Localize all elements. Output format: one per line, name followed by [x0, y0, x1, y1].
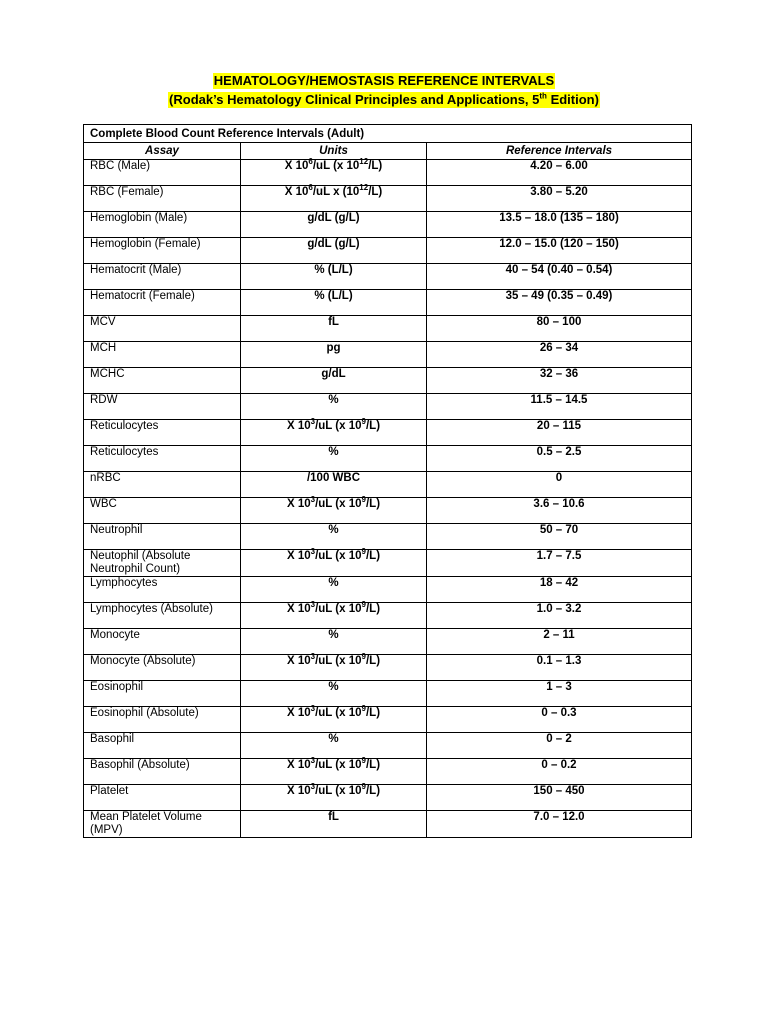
header-units: Units [241, 143, 427, 160]
units-cell [241, 183, 427, 212]
units-exponent: 3 [310, 417, 316, 427]
units-text: X 10 [286, 655, 311, 667]
title-line-2-text: (Rodak’s Hematology Clinical Principles and Applications, 5 [169, 92, 540, 107]
reference-interval-cell: 1.7 – 7.5 [427, 550, 692, 577]
table-row [84, 186, 692, 212]
assay-cell: MCHC [84, 368, 241, 394]
assay-cell: Reticulocytes [84, 446, 241, 472]
assay-cell: MCH [84, 342, 241, 368]
table-row [84, 733, 692, 759]
table-row [84, 160, 692, 186]
table-row [84, 368, 692, 394]
assay-cell: Neutophil (Absolute Neutrophil Count) [84, 550, 241, 577]
table-row [84, 394, 692, 420]
units-text: /uL (x 10 [315, 420, 362, 432]
reference-interval-cell: 13.5 – 18.0 (135 – 180) [427, 212, 692, 238]
units-text: g/dL [321, 368, 346, 380]
units-cell [241, 704, 427, 733]
assay-cell: Reticulocytes [84, 420, 241, 446]
units-cell [241, 394, 427, 420]
units-text: X 10 [286, 707, 311, 719]
units-exponent: 9 [361, 417, 366, 427]
reference-interval-cell: 26 – 34 [427, 342, 692, 368]
document-title [0, 72, 768, 110]
units-text: /uL x (10 [312, 186, 360, 198]
assay-cell: Lymphocytes (Absolute) [84, 603, 241, 629]
reference-interval-cell: 150 – 450 [427, 785, 692, 811]
table-row [84, 290, 692, 316]
table-row [84, 655, 692, 681]
units-text: /L) [368, 160, 383, 172]
units-cell [241, 524, 427, 550]
assay-cell: Lymphocytes [84, 577, 241, 603]
units-cell [241, 264, 427, 290]
reference-interval-cell: 32 – 36 [427, 368, 692, 394]
reference-interval-cell: 2 – 11 [427, 629, 692, 655]
units-text: /uL (x 10 [315, 498, 362, 510]
units-exponent: 3 [310, 600, 316, 610]
units-exponent: 12 [359, 183, 369, 193]
units-exponent: 9 [361, 495, 366, 505]
reference-interval-cell: 20 – 115 [427, 420, 692, 446]
units-cell [241, 368, 427, 394]
assay-cell: RBC (Male) [84, 160, 241, 186]
units-text: % [328, 629, 339, 641]
reference-interval-cell: 18 – 42 [427, 577, 692, 603]
reference-interval-cell: 80 – 100 [427, 316, 692, 342]
assay-cell: Eosinophil [84, 681, 241, 707]
title-line-1: HEMATOLOGY/HEMOSTASIS REFERENCE INTERVALS [213, 73, 555, 88]
title-line-2 [168, 92, 600, 108]
units-text: pg [326, 342, 341, 354]
units-cell [241, 629, 427, 655]
assay-cell: RDW [84, 394, 241, 420]
units-exponent: 3 [310, 652, 316, 662]
units-text: /L) [365, 785, 381, 797]
table-caption: Complete Blood Count Reference Intervals (Adult) [84, 125, 692, 143]
units-cell [241, 600, 427, 629]
assay-cell: Basophil (Absolute) [84, 759, 241, 785]
table-row [84, 472, 692, 498]
units-cell [241, 238, 427, 264]
table-row [84, 316, 692, 342]
units-text: /uL (x 10 [315, 655, 362, 667]
assay-cell: Hematocrit (Female) [84, 290, 241, 316]
assay-cell: Mean Platelet Volume (MPV) [84, 811, 241, 838]
table-row [84, 498, 692, 524]
units-exponent: 3 [310, 782, 316, 792]
units-cell [241, 547, 427, 577]
units-text: /uL (x 10 [312, 160, 360, 172]
units-text: /uL (x 10 [315, 707, 362, 719]
units-exponent: 3 [310, 495, 316, 505]
table-row [84, 212, 692, 238]
units-exponent: 9 [361, 652, 366, 662]
units-text: % [328, 446, 339, 458]
units-text: % (L/L) [314, 290, 353, 302]
units-cell [241, 157, 427, 186]
units-text: /L) [368, 186, 383, 198]
table-row [84, 759, 692, 785]
reference-interval-cell: 3.80 – 5.20 [427, 186, 692, 212]
units-text: /L) [365, 550, 381, 562]
units-exponent: 3 [310, 547, 316, 557]
units-text: /uL (x 10 [315, 603, 362, 615]
reference-interval-cell: 35 – 49 (0.35 – 0.49) [427, 290, 692, 316]
table-row [84, 577, 692, 603]
assay-cell: Hemoglobin (Female) [84, 238, 241, 264]
reference-interval-cell: 0 – 2 [427, 733, 692, 759]
reference-interval-cell: 0.1 – 1.3 [427, 655, 692, 681]
assay-cell: WBC [84, 498, 241, 524]
units-exponent: 9 [361, 600, 366, 610]
units-text: X 10 [284, 160, 309, 172]
units-cell [241, 756, 427, 785]
units-cell [241, 495, 427, 524]
units-text: % (L/L) [314, 264, 353, 276]
assay-cell: MCV [84, 316, 241, 342]
header-assay: Assay [84, 143, 241, 160]
units-cell [241, 417, 427, 446]
units-text: /L) [365, 655, 381, 667]
units-exponent: 9 [361, 704, 366, 714]
units-cell [241, 577, 427, 603]
units-text: /L) [365, 420, 381, 432]
reference-interval-cell: 7.0 – 12.0 [427, 811, 692, 838]
units-text: X 10 [286, 498, 311, 510]
reference-interval-cell: 3.6 – 10.6 [427, 498, 692, 524]
units-text: % [328, 681, 339, 693]
table-row [84, 342, 692, 368]
header-reference-intervals: Reference Intervals [427, 143, 692, 160]
units-text: % [328, 524, 339, 536]
units-cell [241, 212, 427, 238]
units-cell [241, 782, 427, 811]
units-text: X 10 [286, 550, 311, 562]
units-cell [241, 446, 427, 472]
table-row [84, 524, 692, 550]
units-text: /L) [365, 498, 381, 510]
assay-cell: Monocyte [84, 629, 241, 655]
units-cell [241, 652, 427, 681]
units-exponent: 9 [361, 756, 366, 766]
units-text: fL [328, 316, 339, 328]
table-body [84, 157, 692, 838]
reference-interval-cell: 12.0 – 15.0 (120 – 150) [427, 238, 692, 264]
table-row [84, 446, 692, 472]
table-row [84, 629, 692, 655]
title-line-2-edition: Edition) [546, 92, 599, 107]
units-cell [241, 342, 427, 368]
table-row [84, 420, 692, 446]
units-text: /L) [365, 759, 381, 771]
table-row [84, 811, 692, 838]
units-text: g/dL (g/L) [307, 212, 360, 224]
table-row [84, 550, 692, 577]
assay-cell: Neutrophil [84, 524, 241, 550]
assay-cell: Eosinophil (Absolute) [84, 707, 241, 733]
reference-interval-cell: 0 [427, 472, 692, 498]
assay-cell: Hemoglobin (Male) [84, 212, 241, 238]
units-exponent: 3 [310, 756, 316, 766]
units-cell [241, 290, 427, 316]
reference-interval-cell: 50 – 70 [427, 524, 692, 550]
units-text: X 10 [286, 420, 311, 432]
units-text: X 10 [286, 759, 311, 771]
reference-interval-table [83, 124, 692, 838]
table-row [84, 785, 692, 811]
units-text: /100 WBC [306, 472, 361, 484]
units-text: X 10 [284, 186, 309, 198]
assay-cell: RBC (Female) [84, 186, 241, 212]
units-text: X 10 [286, 785, 311, 797]
table-row [84, 681, 692, 707]
units-cell [241, 733, 427, 759]
units-exponent: 3 [310, 704, 316, 714]
assay-cell: Hematocrit (Male) [84, 264, 241, 290]
units-cell [241, 316, 427, 342]
table-row [84, 264, 692, 290]
units-exponent: 9 [361, 782, 366, 792]
units-text: % [328, 577, 339, 589]
reference-interval-cell: 40 – 54 (0.40 – 0.54) [427, 264, 692, 290]
units-cell [241, 681, 427, 707]
units-text: /L) [365, 603, 381, 615]
table-row [84, 603, 692, 629]
units-text: /uL (x 10 [315, 785, 362, 797]
assay-cell: Monocyte (Absolute) [84, 655, 241, 681]
units-exponent: 6 [308, 157, 313, 167]
reference-interval-cell: 1.0 – 3.2 [427, 603, 692, 629]
reference-interval-cell: 1 – 3 [427, 681, 692, 707]
table-row [84, 707, 692, 733]
reference-interval-cell: 11.5 – 14.5 [427, 394, 692, 420]
reference-interval-cell: 0 – 0.2 [427, 759, 692, 785]
units-exponent: 6 [308, 183, 313, 193]
units-text: /uL (x 10 [315, 759, 362, 771]
units-text: % [328, 394, 339, 406]
units-text: /uL (x 10 [315, 550, 362, 562]
reference-interval-cell: 0.5 – 2.5 [427, 446, 692, 472]
units-cell [241, 472, 427, 498]
units-text: X 10 [286, 603, 311, 615]
assay-cell: Platelet [84, 785, 241, 811]
units-text: g/dL (g/L) [307, 238, 360, 250]
assay-cell: nRBC [84, 472, 241, 498]
assay-cell: Basophil [84, 733, 241, 759]
units-text: fL [328, 811, 339, 823]
reference-interval-cell: 0 – 0.3 [427, 707, 692, 733]
units-cell [241, 811, 427, 838]
units-text: % [328, 733, 339, 745]
title-line-2-superscript: th [539, 91, 547, 101]
table-row [84, 238, 692, 264]
reference-interval-cell: 4.20 – 6.00 [427, 160, 692, 186]
units-exponent: 12 [359, 157, 369, 167]
units-exponent: 9 [361, 547, 366, 557]
units-text: /L) [365, 707, 381, 719]
